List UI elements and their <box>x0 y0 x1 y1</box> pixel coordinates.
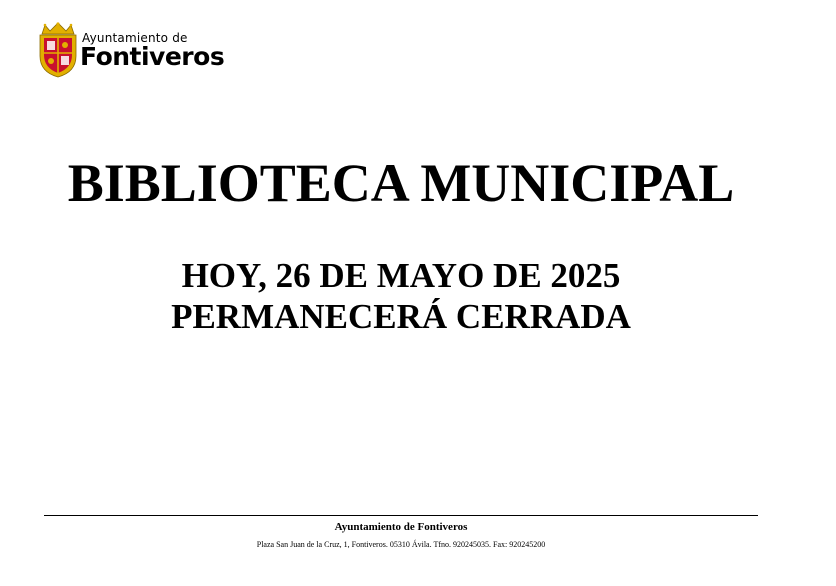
footer-divider <box>44 515 758 516</box>
notice-date: HOY, 26 DE MAYO DE 2025 <box>181 256 621 295</box>
municipality-logo <box>36 22 236 82</box>
coat-of-arms-icon <box>36 22 80 78</box>
notice-status: PERMANECERÁ CERRADA <box>171 297 631 336</box>
footer-address: Plaza San Juan de la Cruz, 1, Fontiveros. 05310 Ávila. Tfno. 920245035. Fax: 920245200 <box>256 540 546 549</box>
logo-caption: Ayuntamiento de <box>82 31 188 45</box>
footer-organization: Ayuntamiento de Fontiveros <box>334 521 468 533</box>
notice-title: BIBLIOTECA MUNICIPAL <box>67 153 735 213</box>
logo-name: Fontiveros <box>80 42 225 71</box>
